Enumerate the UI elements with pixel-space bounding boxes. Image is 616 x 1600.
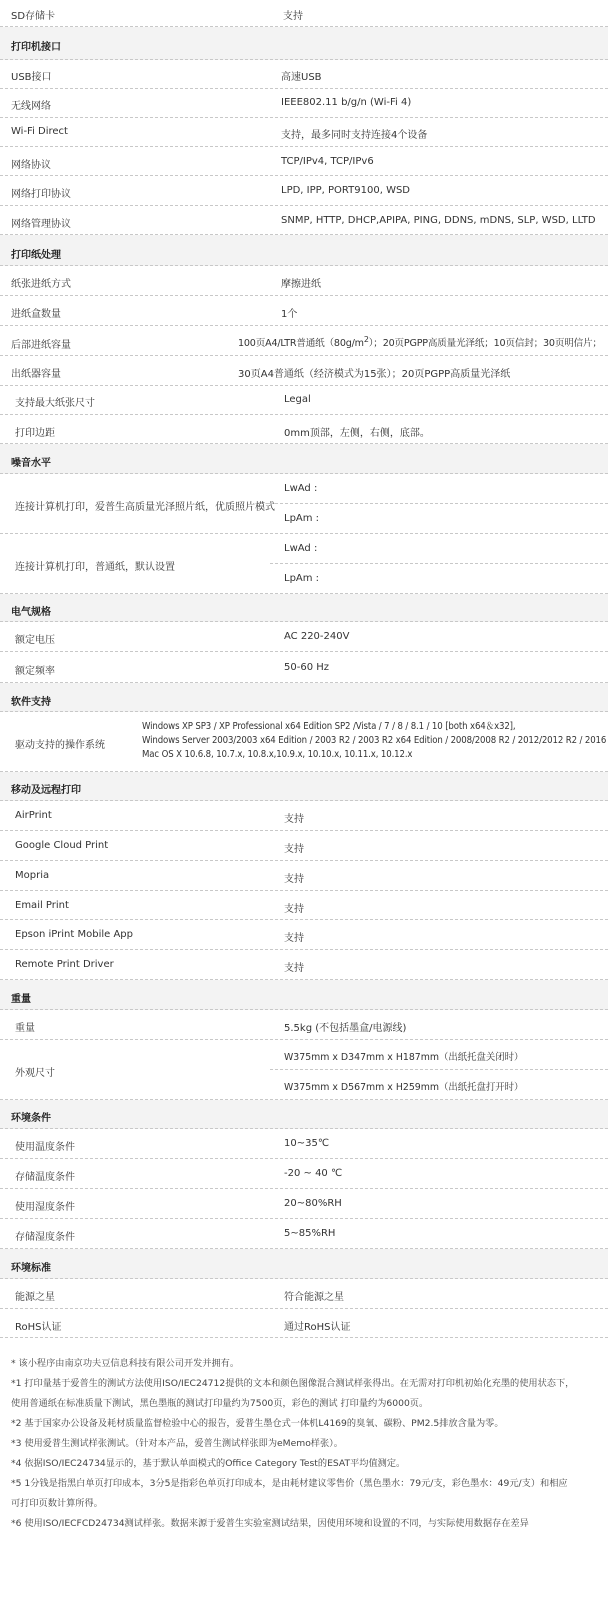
dimensions-open: W375mm x D567mm x H259mm（出纸托盘打开时） bbox=[284, 1082, 524, 1093]
superscript: 2 bbox=[363, 335, 369, 344]
dimensions-closed-cell bbox=[270, 1040, 608, 1070]
spec-label: AirPrint bbox=[15, 810, 52, 821]
spec-label: 网络协议 bbox=[11, 160, 51, 171]
spec-value: 1个 bbox=[281, 309, 298, 320]
spec-label: 连接计算机打印，普通纸，默认设置 bbox=[15, 562, 175, 573]
spec-row-dimensions bbox=[0, 1040, 608, 1100]
spec-value: 支持 bbox=[284, 904, 304, 915]
spec-label: 存储温度条件 bbox=[15, 1172, 75, 1183]
spec-value: 支持 bbox=[284, 874, 304, 885]
spec-value: 20~80%RH bbox=[284, 1198, 342, 1209]
spec-label: 网络打印协议 bbox=[11, 189, 71, 200]
spec-label: RoHS认证 bbox=[15, 1322, 62, 1333]
spec-label: Email Print bbox=[15, 900, 69, 911]
noise-lwad-label: LwAd : bbox=[284, 543, 318, 554]
section-header-noise bbox=[0, 444, 608, 474]
spec-label: 能源之星 bbox=[15, 1292, 55, 1303]
spec-row-weight bbox=[0, 1010, 608, 1040]
noise-lwad-cell bbox=[270, 474, 608, 504]
section-title: 软件支持 bbox=[11, 697, 51, 708]
section-header-interface bbox=[0, 27, 608, 60]
spec-label: 连接计算机打印，爱普生高质量光泽照片纸，优质照片模式 bbox=[15, 502, 275, 513]
spec-value: 支持 bbox=[284, 844, 304, 855]
noise-lpam-label: LpAm : bbox=[284, 573, 320, 584]
noise-lwad-label: LwAd : bbox=[284, 483, 318, 494]
section-title: 环境标准 bbox=[11, 1263, 51, 1274]
section-header-software bbox=[0, 683, 608, 712]
spec-row-noise-plain bbox=[0, 534, 608, 594]
spec-row-network-protocol bbox=[0, 147, 608, 176]
spec-value: IEEE802.11 b/g/n (Wi-Fi 4) bbox=[281, 97, 412, 108]
section-title: 打印机接口 bbox=[11, 42, 61, 53]
noise-lpam-label: LpAm : bbox=[284, 513, 320, 524]
footnote: *2 基于国家办公设备及耗材质量监督检验中心的报告，爱普生墨仓式一体机L4169的臭氧、碳粉、PM2.5排放含量为零。 bbox=[11, 1418, 504, 1429]
spec-value-part: 100页A4/LTR普通纸（80g/m bbox=[238, 338, 364, 350]
spec-label: 网络管理协议 bbox=[11, 219, 71, 230]
spec-value: 支持 bbox=[284, 933, 304, 944]
spec-value: Legal bbox=[284, 394, 311, 405]
noise-lpam-cell bbox=[270, 504, 608, 534]
spec-label: 额定电压 bbox=[15, 635, 55, 646]
spec-row-print-margin bbox=[0, 415, 608, 444]
spec-row-storage-temp bbox=[0, 1159, 608, 1189]
section-title: 电气规格 bbox=[11, 607, 51, 618]
spec-label: 外观尺寸 bbox=[15, 1068, 55, 1079]
section-header-standards bbox=[0, 1249, 608, 1279]
spec-label: 使用湿度条件 bbox=[15, 1202, 75, 1213]
spec-label: 支持最大纸张尺寸 bbox=[15, 398, 95, 409]
spec-row-sd-card bbox=[0, 0, 608, 27]
spec-row-os-support bbox=[0, 712, 608, 772]
section-header-mobile bbox=[0, 772, 608, 801]
spec-value: 10~35℃ bbox=[284, 1138, 330, 1149]
spec-label: Remote Print Driver bbox=[15, 959, 114, 970]
spec-value: 支持 bbox=[284, 814, 304, 825]
spec-label: 存储湿度条件 bbox=[15, 1232, 75, 1243]
spec-label: Epson iPrint Mobile App bbox=[15, 929, 133, 940]
spec-label: 驱动支持的操作系统 bbox=[15, 740, 105, 751]
footnote: 使用普通纸在标准质量下测试，黑色墨瓶的测试打印量约为7500页，彩色的测试 打印量约为6000页。 bbox=[11, 1398, 429, 1409]
footnote: *1 打印量基于爱普生的测试方法使用ISO/IEC24712提供的文本和颜色图像混合测试样张得出。在无需对打印机初始化充墨的使用状态下， bbox=[11, 1378, 575, 1389]
spec-label: 纸张进纸方式 bbox=[11, 279, 71, 290]
spec-row-google-cloud-print bbox=[0, 831, 608, 861]
spec-label: 进纸盒数量 bbox=[11, 309, 61, 320]
spec-row-feed-method bbox=[0, 266, 608, 296]
footnote: * 该小程序由南京功夫豆信息科技有限公司开发并拥有。 bbox=[11, 1358, 240, 1369]
spec-row-wifi-direct bbox=[0, 118, 608, 147]
spec-label: 重量 bbox=[15, 1023, 35, 1034]
spec-row-management-protocol bbox=[0, 206, 608, 235]
spec-value: 摩擦进纸 bbox=[281, 279, 321, 290]
spec-label: 使用温度条件 bbox=[15, 1142, 75, 1153]
spec-row-noise-photo bbox=[0, 474, 608, 534]
spec-row-operating-humidity bbox=[0, 1189, 608, 1219]
spec-row-airprint bbox=[0, 801, 608, 831]
spec-label: 出纸器容量 bbox=[11, 369, 61, 380]
spec-value: 支持 bbox=[284, 963, 304, 974]
section-header-electrical bbox=[0, 594, 608, 622]
section-title: 打印纸处理 bbox=[11, 250, 61, 261]
footnote: *6 使用ISO/IECFCD24734测试样张。数据来源于爱普生实验室测试结果，因使用环境和设置的不同，与实际使用数据存在差异 bbox=[11, 1518, 529, 1529]
noise-lpam-cell bbox=[270, 564, 608, 594]
section-header-paper bbox=[0, 235, 608, 266]
noise-lwad-cell bbox=[270, 534, 608, 564]
spec-value: LPD, IPP, PORT9100, WSD bbox=[281, 185, 410, 196]
spec-row-voltage bbox=[0, 622, 608, 652]
spec-value: 符合能源之星 bbox=[284, 1292, 344, 1303]
footnote: *3 使用爱普生测试样张测试。（针对本产品，爱普生测试样张即为eMemo样张）。 bbox=[11, 1438, 343, 1449]
spec-value: 30页A4普通纸（经济模式为15张）；20页PGPP高质量光泽纸 bbox=[238, 369, 511, 380]
spec-label: 无线网络 bbox=[11, 101, 51, 112]
spec-row-energy-star bbox=[0, 1279, 608, 1309]
os-list bbox=[142, 720, 606, 762]
section-header-environment bbox=[0, 1100, 608, 1129]
os-line: Windows Server 2003/2003 x64 Edition / 2003 R2 / 2003 R2 x64 Edition / 2008/2008 R2 / 2012/2012 R2 / 2016 bbox=[142, 735, 607, 746]
spec-label: 额定频率 bbox=[15, 666, 55, 677]
spec-row-iprint bbox=[0, 920, 608, 950]
spec-value: 支持，最多同时支持连接4个设备 bbox=[281, 130, 428, 141]
spec-row-rohs bbox=[0, 1309, 608, 1338]
spec-label: SD存储卡 bbox=[11, 11, 56, 22]
spec-value: AC 220-240V bbox=[284, 631, 350, 642]
section-title: 移动及远程打印 bbox=[11, 785, 81, 796]
spec-row-output-capacity bbox=[0, 356, 608, 386]
section-title: 噪音水平 bbox=[11, 458, 51, 469]
spec-value: 高速USB bbox=[281, 72, 322, 83]
spec-label: Mopria bbox=[15, 870, 50, 881]
spec-value bbox=[238, 335, 602, 349]
spec-row-storage-humidity bbox=[0, 1219, 608, 1249]
spec-value: TCP/IPv4, TCP/IPv6 bbox=[281, 156, 374, 167]
os-line: Windows XP SP3 / XP Professional x64 Edition SP2 /Vista / 7 / 8 / 8.1 / 10 [both x64＆x32], bbox=[142, 721, 516, 732]
spec-label: Wi-Fi Direct bbox=[11, 126, 68, 137]
footnote: *5 1分钱是指黑白单页打印成本，3分5是指彩色单页打印成本，是由耗材建议零售价（黑色墨水：79元/支，彩色墨水：49元/支）和相应 bbox=[11, 1478, 568, 1489]
section-header-weight bbox=[0, 980, 608, 1010]
spec-row-operating-temp bbox=[0, 1129, 608, 1159]
spec-value: 5~85%RH bbox=[284, 1228, 336, 1239]
spec-row-max-size bbox=[0, 386, 608, 415]
spec-row-tray-count bbox=[0, 296, 608, 326]
spec-value: 5.5kg (不包括墨盒/电源线) bbox=[284, 1023, 407, 1034]
dimensions-closed: W375mm x D347mm x H187mm（出纸托盘关闭时） bbox=[284, 1052, 524, 1063]
spec-value: -20 ~ 40 ℃ bbox=[284, 1168, 343, 1179]
spec-label: 后部进纸容量 bbox=[11, 340, 71, 351]
section-title: 环境条件 bbox=[11, 1113, 51, 1124]
spec-row-wifi bbox=[0, 89, 608, 118]
dimensions-open-cell bbox=[270, 1070, 608, 1100]
spec-row-rear-capacity bbox=[0, 326, 608, 356]
spec-row-email-print bbox=[0, 891, 608, 920]
spec-value: 50-60 Hz bbox=[284, 662, 330, 673]
spec-label: USB接口 bbox=[11, 72, 52, 83]
os-line: Mac OS X 10.6.8, 10.7.x, 10.8.x,10.9.x, 10.10.x, 10.11.x, 10.12.x bbox=[142, 749, 413, 760]
spec-row-remote-driver bbox=[0, 950, 608, 980]
spec-value: 0mm顶部，左侧，右侧，底部。 bbox=[284, 428, 430, 439]
spec-row-mopria bbox=[0, 861, 608, 891]
spec-label: 打印边距 bbox=[15, 428, 55, 439]
spec-row-usb bbox=[0, 60, 608, 89]
spec-value: 支持 bbox=[283, 11, 303, 22]
footnote: 可打印页数计算所得。 bbox=[11, 1498, 103, 1509]
spec-value: SNMP, HTTP, DHCP,APIPA, PING, DDNS, mDNS, SLP, WSD, LLTD bbox=[281, 215, 596, 226]
spec-row-frequency bbox=[0, 652, 608, 683]
section-title: 重量 bbox=[11, 994, 31, 1005]
footnote: *4 依据ISO/IEC24734显示的，基于默认单面模式的Office Category Test的ESAT平均值测定。 bbox=[11, 1458, 406, 1469]
spec-row-print-protocol bbox=[0, 176, 608, 206]
spec-value: 通过RoHS认证 bbox=[284, 1322, 351, 1333]
spec-label: Google Cloud Print bbox=[15, 840, 109, 851]
spec-value-part: ）；20页PGPP高质量光泽纸；10页信封；30页明信片； bbox=[368, 338, 602, 350]
